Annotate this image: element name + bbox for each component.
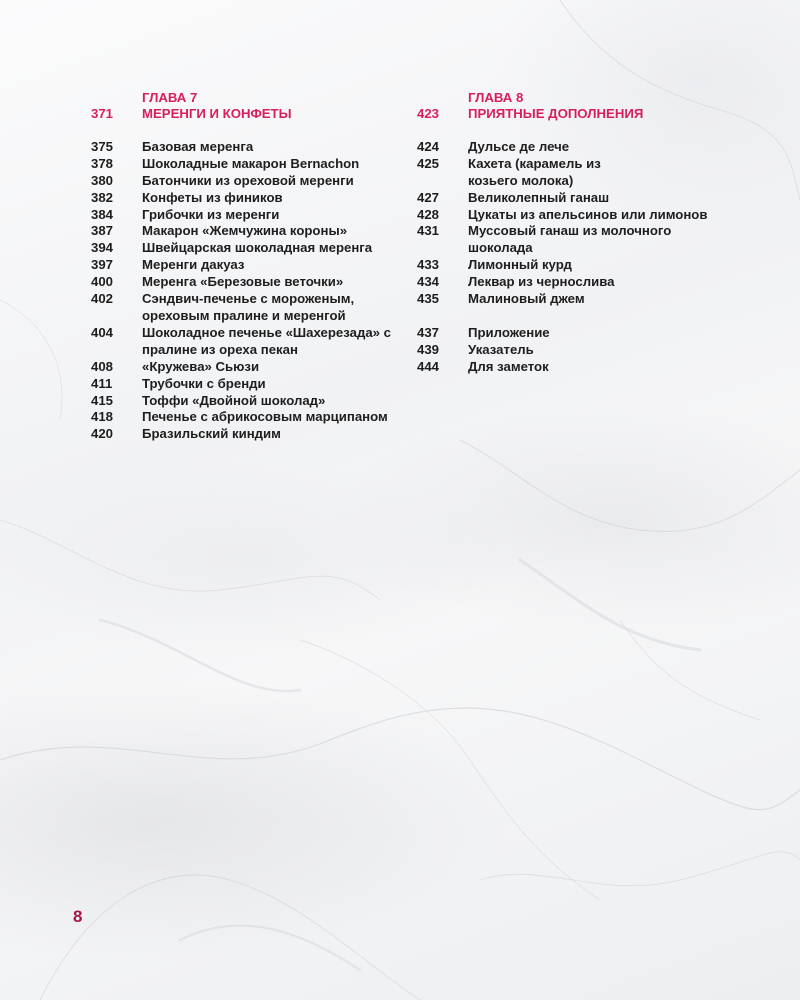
toc-entry-title: Леквар из чернослива (468, 274, 615, 290)
toc-entry-page: 428 (417, 206, 440, 222)
toc-entry-page: 387 (91, 223, 114, 239)
toc-entry-page: 433 (417, 257, 440, 273)
toc-entry-page: 431 (417, 223, 440, 239)
toc-entry-title: Бразильский киндим (142, 426, 281, 442)
toc-entry-title: Базовая меренга (142, 138, 254, 154)
toc-entry[interactable] (417, 190, 757, 207)
chapter-8-page: 423 (417, 106, 440, 121)
toc-entry-title: Муссовый ганаш из молочного шоколада (468, 223, 672, 256)
toc-entry-page: 384 (91, 206, 114, 222)
chapter-7-page: 371 (91, 106, 114, 121)
toc-entry-page: 425 (417, 155, 440, 171)
toc-entry[interactable] (91, 190, 411, 207)
toc-entry-page: 380 (91, 172, 114, 188)
toc-entry-title: Цукаты из апельсинов или лимонов (468, 206, 708, 222)
toc-entry-page: 394 (91, 240, 114, 256)
toc-entry-page: 434 (417, 274, 440, 290)
toc-entry[interactable] (417, 139, 757, 156)
toc-entry-title: Батончики из ореховой меренги (142, 172, 354, 188)
toc-entry-title: Швейцарская шоколадная меренга (142, 240, 373, 256)
toc-entry-page: 382 (91, 189, 114, 205)
toc-entry[interactable] (417, 342, 757, 359)
toc-entry[interactable] (417, 207, 757, 224)
toc-entry-page: 427 (417, 189, 440, 205)
toc-entry-title: Меренга «Березовые веточки» (142, 274, 344, 290)
chapter-8-title: ПРИЯТНЫЕ ДОПОЛНЕНИЯ (468, 106, 644, 121)
toc-entry[interactable] (417, 156, 757, 190)
toc-entry-page: 375 (91, 138, 114, 154)
toc-entry[interactable] (417, 223, 757, 257)
page-number: 8 (73, 907, 83, 926)
toc-entry[interactable] (417, 257, 757, 274)
toc-entry-page: 424 (417, 138, 440, 154)
toc-entry-title: Приложение (468, 324, 550, 340)
toc-entry[interactable] (91, 156, 411, 173)
toc-entry-page: 435 (417, 291, 440, 307)
toc-entry-title: Сэндвич-печенье с мороженым, ореховым пралине и меренгой (142, 291, 355, 323)
toc-entry[interactable] (91, 376, 411, 393)
chapter-8-column (417, 89, 757, 376)
chapter-8-entries (417, 139, 757, 308)
toc-entry-title: Трубочки с бренди (142, 375, 266, 391)
toc-entry-page: 415 (91, 392, 114, 408)
toc-entry-title: Кахета (карамель из козьего молока) (468, 155, 601, 188)
toc-entry[interactable] (91, 139, 411, 156)
toc-entry[interactable] (417, 274, 757, 291)
toc-entry-page: 397 (91, 257, 114, 273)
toc-entry-title: Тоффи «Двойной шоколад» (142, 392, 326, 408)
toc-entry[interactable] (417, 291, 757, 308)
toc-entry[interactable] (91, 409, 411, 426)
toc-entry[interactable] (91, 291, 411, 325)
toc-entry-page: 378 (91, 155, 114, 171)
toc-entry-title: Лимонный курд (468, 257, 572, 273)
toc-entry[interactable] (91, 173, 411, 190)
toc-entry[interactable] (91, 223, 411, 240)
chapter-8-heading[interactable] (417, 106, 757, 123)
toc-entry[interactable] (417, 325, 757, 342)
toc-entry[interactable] (91, 240, 411, 257)
chapter-7-heading[interactable] (91, 106, 411, 123)
toc-entry[interactable] (91, 359, 411, 376)
toc-entry[interactable] (91, 325, 411, 359)
toc-entry-page: 402 (91, 291, 114, 307)
toc-entry-title: Шоколадные макарон Bernachon (142, 155, 360, 171)
toc-entry-title: Грибочки из меренги (142, 206, 280, 222)
toc-entry-page: 420 (91, 426, 114, 442)
toc-entry-title: Печенье с абрикосовым марципаном (142, 409, 388, 425)
toc-entry-title: Меренги дакуаз (142, 257, 245, 273)
toc-entry[interactable] (91, 257, 411, 274)
toc-entry[interactable] (91, 426, 411, 443)
section-gap (417, 308, 757, 325)
toc-entry-title: Дульсе де лече (468, 138, 570, 154)
toc-entry-title: Макарон «Жемчужина короны» (142, 223, 348, 239)
toc-entry-page: 411 (91, 375, 113, 391)
toc-entry-page: 404 (91, 324, 114, 340)
toc-entry-page: 400 (91, 274, 114, 290)
toc-entry-title: Для заметок (468, 358, 549, 374)
toc-entry-page: 439 (417, 341, 440, 357)
toc-entry-page: 437 (417, 324, 440, 340)
toc-entry[interactable] (91, 274, 411, 291)
chapter-7-entries (91, 139, 411, 443)
toc-entry-title: Малиновый джем (468, 291, 585, 307)
toc-entry-title: Шоколадное печенье «Шахерезада» с пралине из ореха пекан (142, 324, 391, 357)
toc-entry-page: 418 (91, 409, 114, 425)
toc-entry-page: 408 (91, 358, 114, 374)
toc-entry[interactable] (417, 359, 757, 376)
toc-entry-title: «Кружева» Сьюзи (142, 358, 260, 374)
chapter-7-title: МЕРЕНГИ И КОНФЕТЫ (142, 106, 292, 121)
chapter-7-label: ГЛАВА 7 (142, 90, 198, 105)
toc-entry-title: Великолепный ганаш (468, 189, 610, 205)
appendix-entries (417, 325, 757, 376)
toc-entry-title: Конфеты из фиников (142, 189, 283, 205)
toc-entry-title: Указатель (468, 341, 534, 357)
toc-entry-page: 444 (417, 358, 440, 374)
toc-entry[interactable] (91, 393, 411, 410)
toc-entry[interactable] (91, 207, 411, 224)
chapter-8-label: ГЛАВА 8 (468, 90, 524, 105)
chapter-7-column (91, 89, 411, 443)
